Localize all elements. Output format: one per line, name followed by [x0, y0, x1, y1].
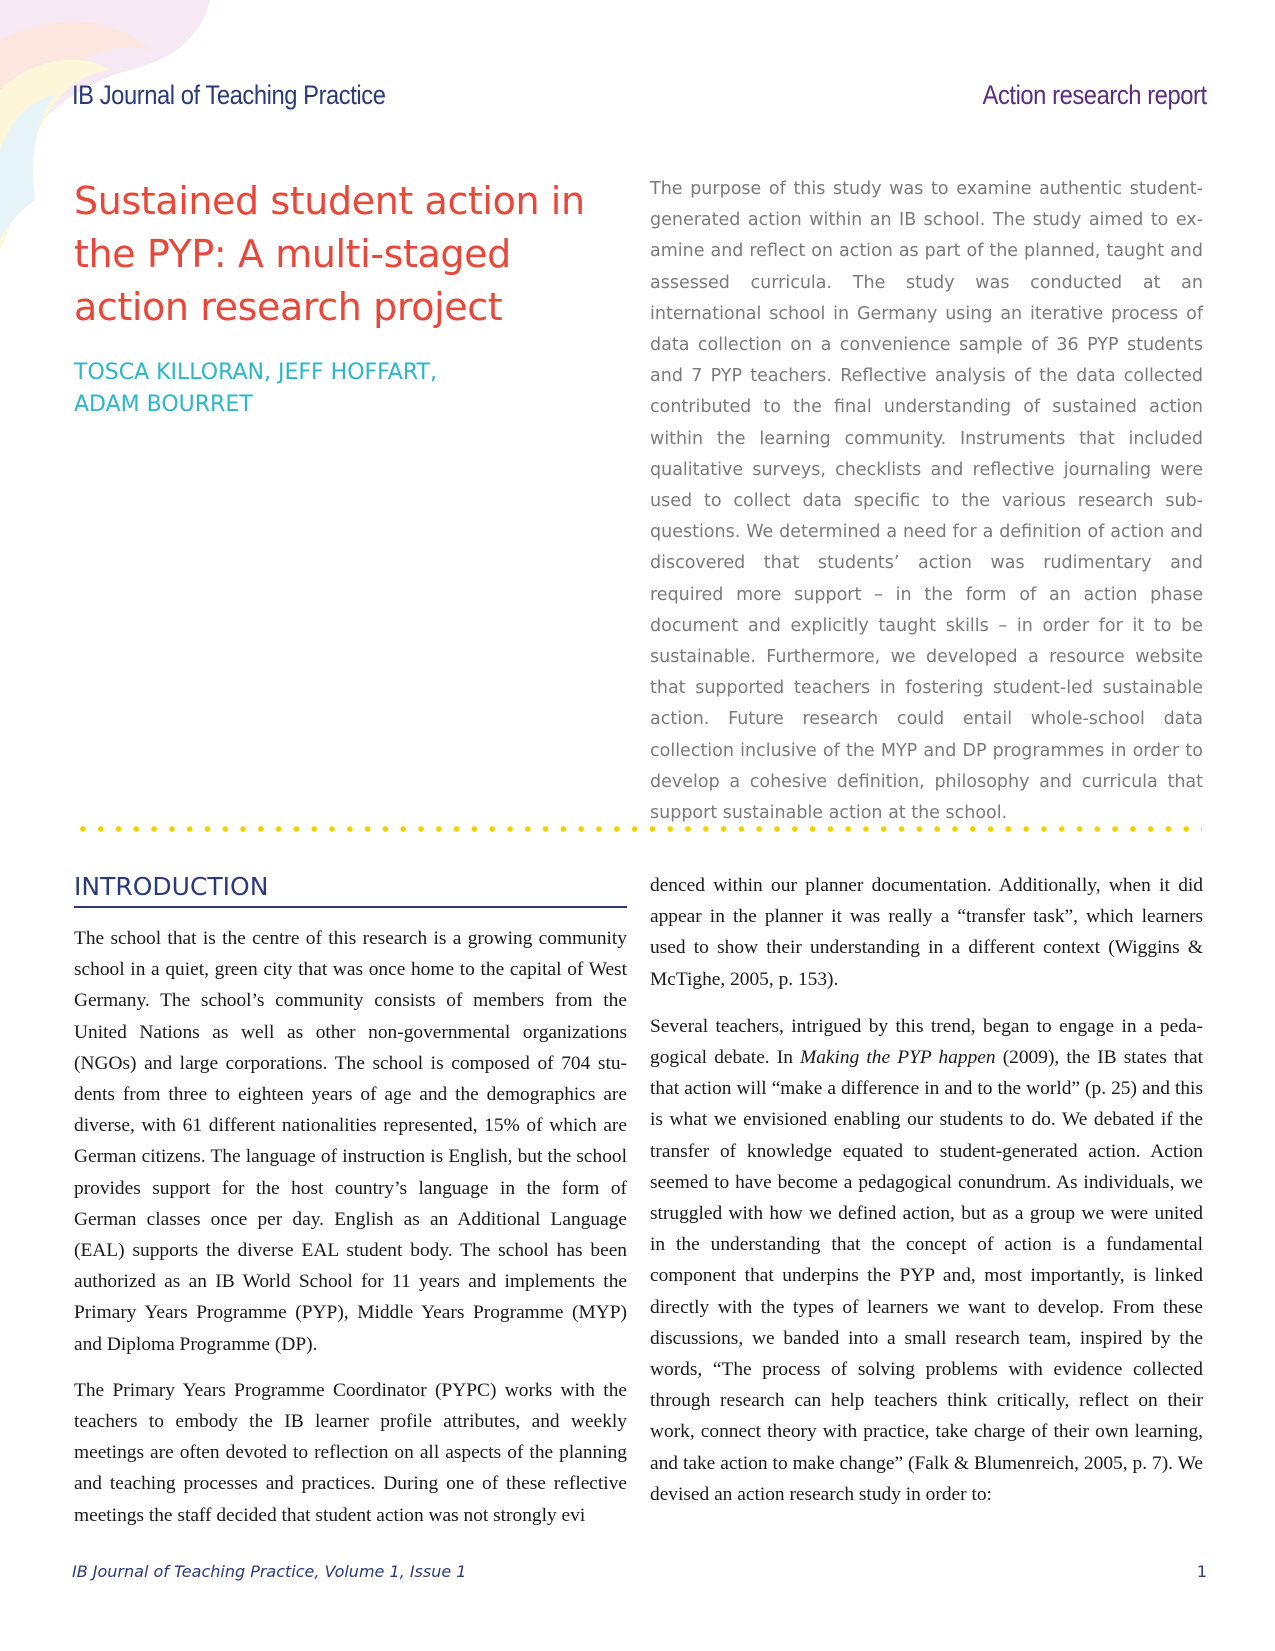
abstract: The purpose of this study was to examine authentic student-generated action within an IB school. The study aimed to examine and reflect on action as part of the planned, taught and assessed curricula. The study was conducted at an international school in Germany using an iterative process of data collection on a convenience sample of 36 PYP students and 7 PYP teachers. Reflective analysis of the data collected contributed to the final understanding of sustained action within the learning community. Instruments that included qualitative surveys, checklists and reflective journaling were used to collect data specific to the various research sub-questions. We determined a need for a definition of action and discovered that students’ action was rudimentary and required more support – in the form of an action phase document and explicitly taught skills – in order for it to be sustainable. Furthermore, we developed a resource website that supported teachers in fostering student-led sustainable action. Future research could entail whole-school data collection inclusive of the MYP and DP programmes in order to develop a cohesive definition, philosophy and curricula that support sustainable action at the school. [650, 179, 1203, 824]
body-text: Several teachers, intrigued by this trend, began to engage in a pedagogical debate. In [650, 1015, 1203, 1069]
body-text: (2009), the IB states that that action will “make a difference in and to the world” (p. 25) and this is what we envisioned enabling our students to do. We debated if the transfer of knowledge equated to student-generated action. Action seemed to have become a pedagogical conundrum. As individuals, we struggled with how we defined action, but as a group we were united in the understanding that the concept of action is a fundamental component that underpins the PYP and, most importantly, is linked directly with the types of learners we want to develop. From these discussions, we banded into a small research team, inspired by the words, “The process of solving problems with evidence collected through research can help teachers think critically, reflect on their work, connect theory with practice, take charge of their own learning, and take action to make change” (Falk & Blumenreich, 2005, p. 7). We devised an action research study in order to: [650, 1047, 1203, 1505]
body-paragraph: The Primary Years Programme Coordinator (PYPC) works with the teachers to embody the IB learner profile attributes, and weekly meetings are often devoted to reflection on all aspects of the planning and teaching processes and practices. During one of these reflective meetings the staff decided that student action was not strongly evi [74, 1379, 627, 1526]
authors [74, 357, 574, 421]
section-heading-introduction: INTRODUCTION [74, 870, 627, 908]
body-paragraph: denced within our planner documentation. Additionally, when it did appear in the planner it was really a “transfer task”, which learners used to show their understanding in a different context (Wiggins & McTighe, 2005, p. 153). [650, 875, 1203, 990]
body-column-left [74, 870, 627, 1531]
footer-citation: IB Journal of Teaching Practice, Volume 1, Issue 1 [72, 1562, 467, 1581]
body-paragraph: The school that is the centre of this research is a growing community school in a quiet, green city that was once home to the capital of West Germany. The school’s community consists of members from the United Nations as well as other non-governmental organizations (NGOs) and large corporations. The school is composed of 704 students from three to eighteen years of age and the demographics are diverse, with 61 different nationalities represented, 15% of which are German citizens. The language of instruction is English, but the school provides support for the host country’s language in the form of German classes once per day. English as an Additional Language (EAL) supports the diverse EAL student body. The school has been authorized as an IB World School for 11 years and implements the Primary Years Programme (PYP), Middle Years Programme (MYP) and Diploma Programme (DP). [74, 928, 627, 1355]
article-category: Action research report [982, 80, 1207, 110]
body-paragraph [650, 1011, 1203, 1510]
book-title-italic: Making the PYP happen [800, 1047, 996, 1069]
journal-running-head: IB Journal of Teaching Practice [72, 80, 386, 110]
authors-line-2: ADAM BOURRET [74, 392, 253, 417]
article-title: Sustained student action in the PYP: A multi-staged action research project [74, 179, 585, 329]
authors-line-1: TOSCA KILLORAN, JEFF HOFFART, [74, 360, 437, 385]
body-column-right [650, 870, 1203, 1510]
page-number: 1 [1196, 1562, 1207, 1581]
dotted-divider [74, 825, 1202, 833]
